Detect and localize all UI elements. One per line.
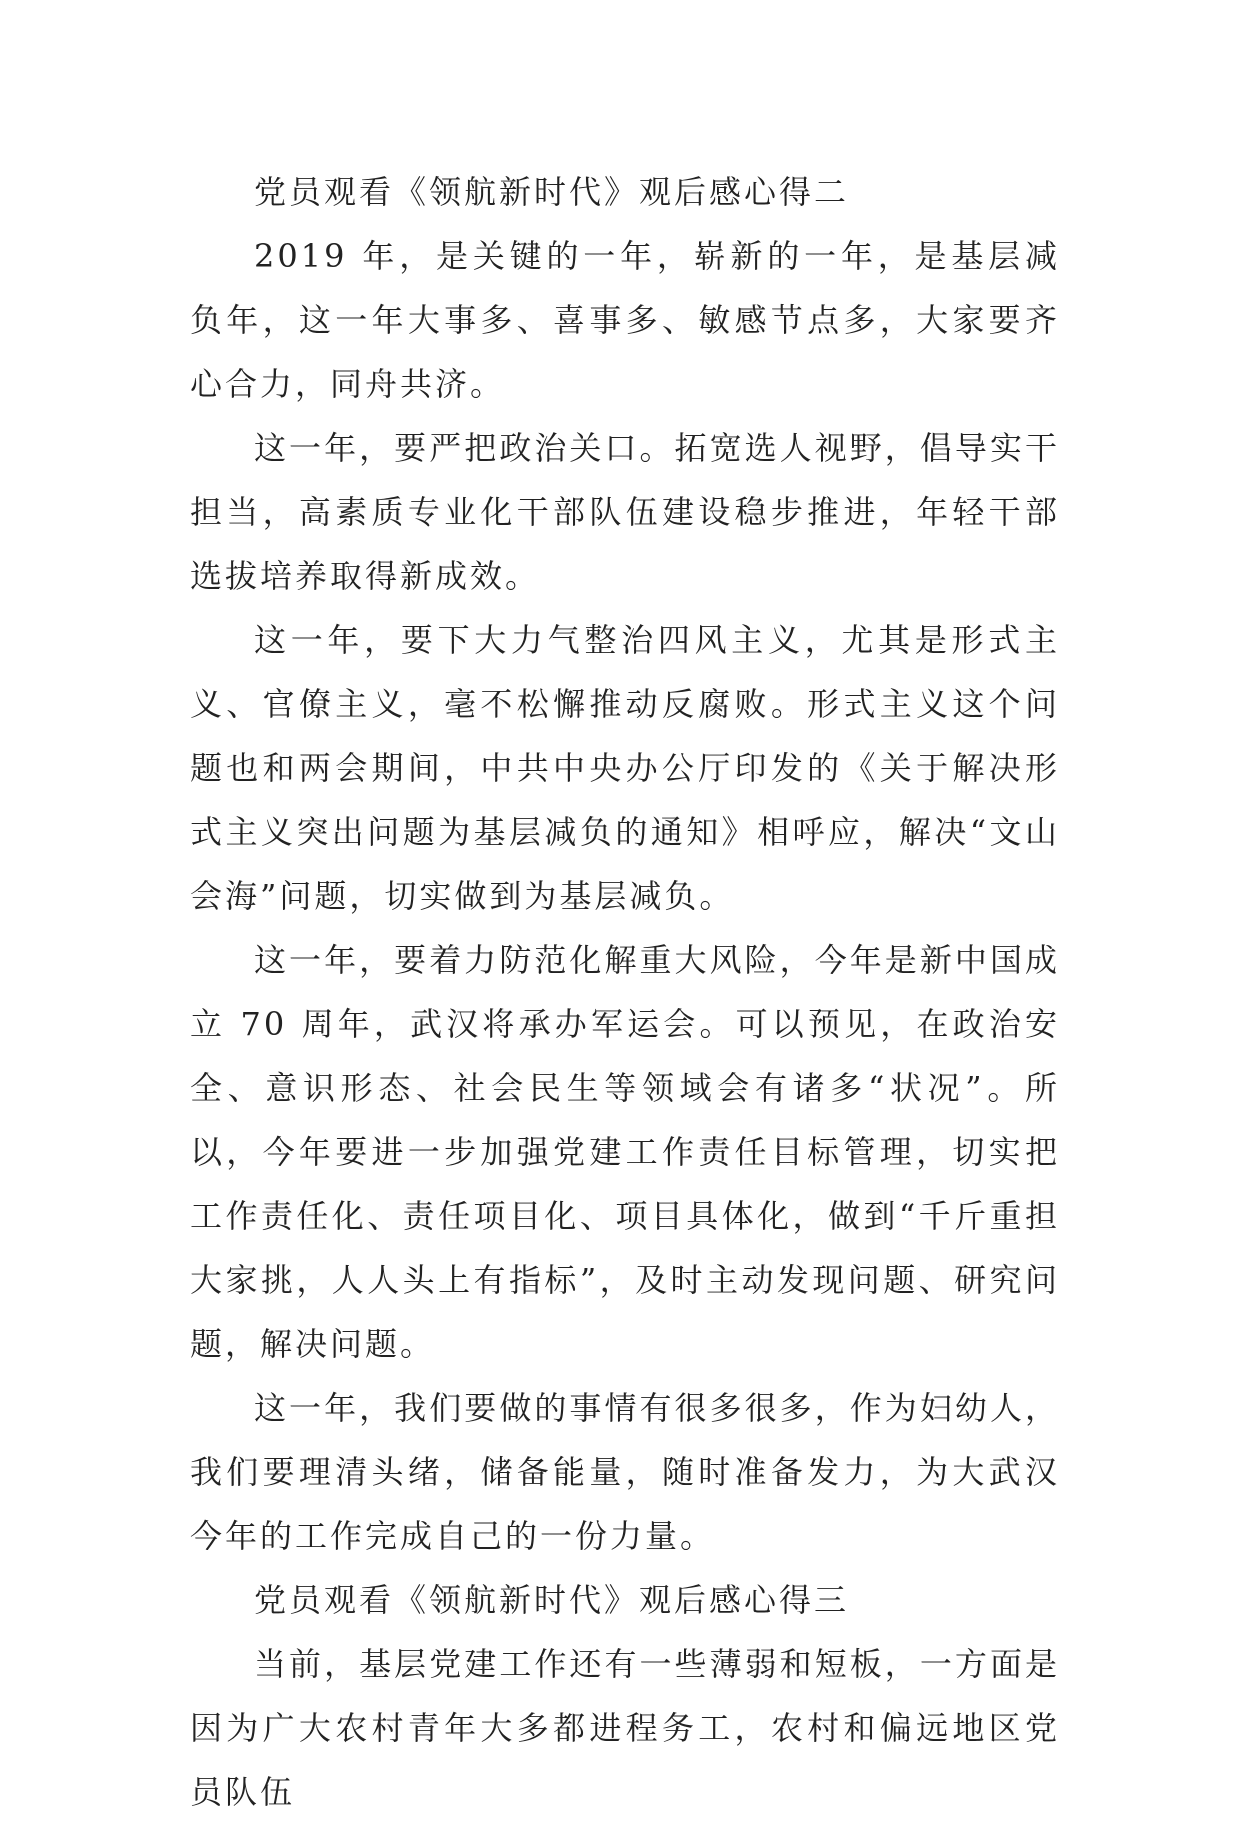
document-body <box>190 160 1060 1824</box>
section-heading-2: 党员观看《领航新时代》观后感心得二 <box>254 173 850 211</box>
paragraph: 2019 年，是关键的一年，崭新的一年，是基层减负年，这一年大事多、喜事多、敏感节点多，大家要齐心合力，同舟共济。 <box>190 237 1060 403</box>
paragraph: 这一年，要着力防范化解重大风险，今年是新中国成立 70 周年，武汉将承办军运会。可以预见，在政治安全、意识形态、社会民生等领域会有诸多“状况”。所以，今年要进一步加强党建工作责任目标管理，切实把工作责任化、责任项目化、项目具体化，做到“千斤重担大家挑，人人头上有指标”，及时主动发现问题、研究问题，解决问题。 <box>190 941 1060 1363</box>
paragraph: 当前，基层党建工作还有一些薄弱和短板，一方面是因为广大农村青年大多都进程务工，农村和偏远地区党员队伍 <box>190 1645 1060 1811</box>
section-heading-3: 党员观看《领航新时代》观后感心得三 <box>254 1581 850 1619</box>
paragraph: 这一年，我们要做的事情有很多很多，作为妇幼人，我们要理清头绪，储备能量，随时准备发力，为大武汉今年的工作完成自己的一份力量。 <box>190 1389 1060 1555</box>
paragraph: 这一年，要下大力气整治四风主义，尤其是形式主义、官僚主义，毫不松懈推动反腐败。形式主义这个问题也和两会期间，中共中央办公厅印发的《关于解决形式主义突出问题为基层减负的通知》相呼应，解决“文山会海”问题，切实做到为基层减负。 <box>190 621 1060 915</box>
paragraph: 这一年，要严把政治关口。拓宽选人视野，倡导实干担当，高素质专业化干部队伍建设稳步推进，年轻干部选拔培养取得新成效。 <box>190 429 1060 595</box>
